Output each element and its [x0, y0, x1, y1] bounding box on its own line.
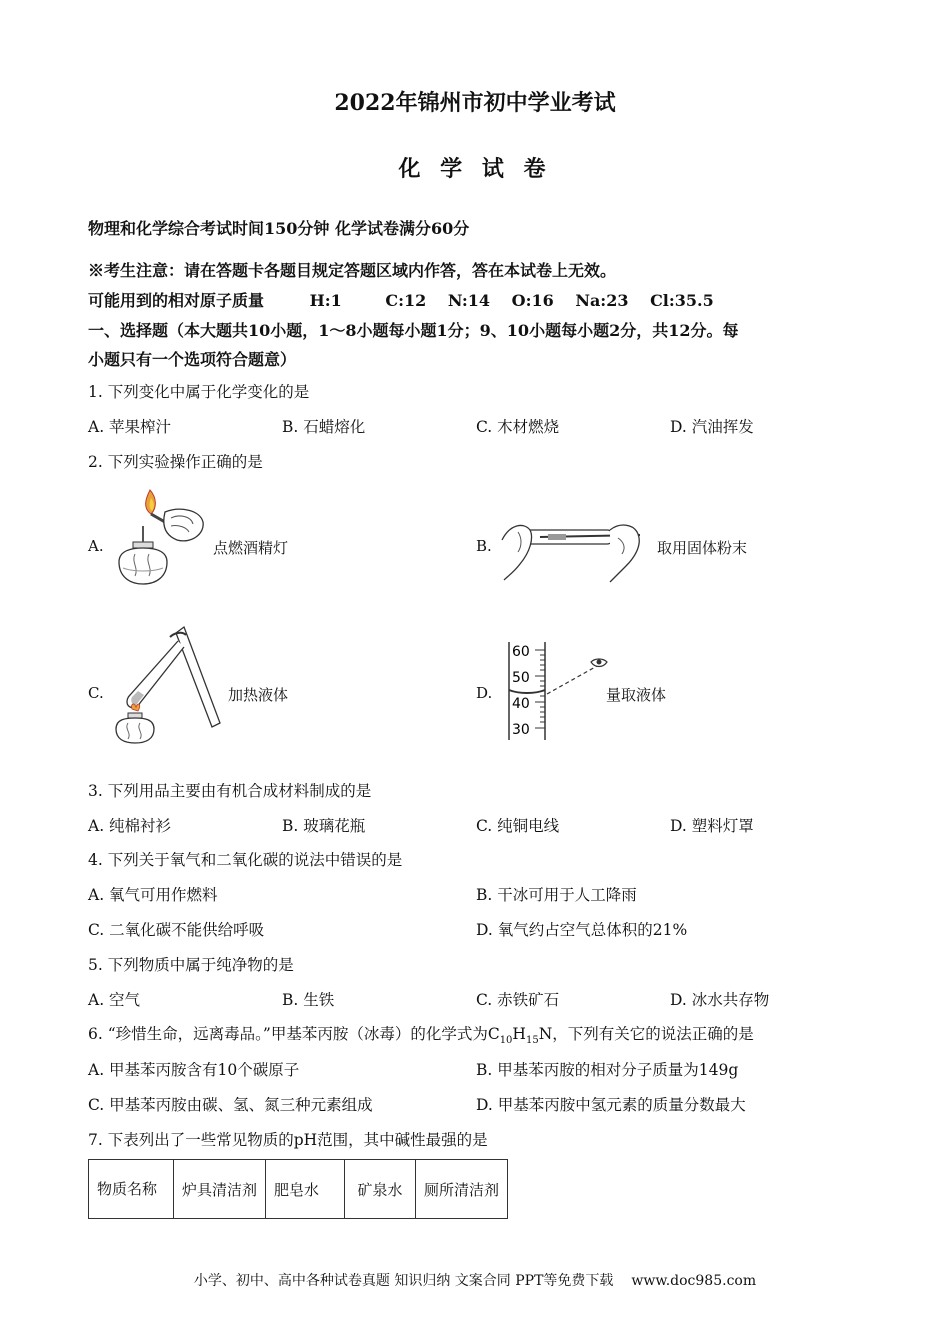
atomic-mass-label: 可能用到的相对原子质量: [88, 291, 265, 310]
exam-time-info: 物理和化学综合考试时间150分钟 化学试卷满分60分: [88, 219, 470, 238]
section1-heading-line2: 小题只有一个选项符合题意）: [88, 350, 297, 369]
q6-stem-suffix: N，下列有关它的说法正确的是: [538, 1025, 754, 1043]
q3-stem: 3. 下列用品主要由有机合成材料制成的是: [88, 782, 372, 800]
q3-option-a: A. 纯棉衬衫: [88, 817, 172, 835]
q6-stem: [88, 1022, 754, 1046]
q5-option-c: C. 赤铁矿石: [476, 991, 560, 1009]
exam-notice: ※考生注意：请在答题卡各题目规定答题区域内作答，答在本试卷上无效。: [88, 261, 617, 280]
cylinder-tick-60: 60: [512, 644, 530, 660]
cylinder-tick-50: 50: [512, 670, 530, 686]
page-footer: [0, 1270, 950, 1290]
q4-option-a: A. 氧气可用作燃料: [88, 886, 218, 904]
q1-option-b: B. 石蜡熔化: [282, 418, 366, 436]
q5-option-a: A. 空气: [88, 991, 141, 1009]
ph-col-oven-cleaner: 炉具清洁剂: [174, 1160, 266, 1219]
q1-stem: 1. 下列变化中属于化学变化的是: [88, 383, 310, 401]
q2-option-a-letter: A.: [88, 537, 104, 555]
atomic-mass-na: Na:23: [575, 291, 629, 310]
q2-option-b-letter: B.: [476, 537, 492, 555]
q6-sub-hydrogen: 15: [525, 1035, 539, 1047]
q2-option-a-label: 点燃酒精灯: [213, 539, 289, 557]
ph-table: [88, 1159, 508, 1219]
q1-option-d: D. 汽油挥发: [670, 418, 754, 436]
cylinder-tick-30: 30: [512, 722, 530, 738]
q4-option-b: B. 干冰可用于人工降雨: [476, 886, 637, 904]
q2-option-b-label: 取用固体粉末: [657, 539, 748, 557]
ph-col-soap-water: 肥皂水: [266, 1160, 345, 1219]
q2-stem: 2. 下列实验操作正确的是: [88, 453, 263, 471]
section1-heading-line1: 一、选择题（本大题共10小题，1～8小题每小题1分；9、10小题每小题2分，共12分。每: [88, 321, 739, 340]
q6-hydrogen: H: [512, 1025, 526, 1043]
ph-col-toilet-cleaner: 厕所清洁剂: [416, 1160, 508, 1219]
heating-liquid-figure: [108, 625, 228, 745]
q2-option-d-label: 量取液体: [606, 686, 667, 704]
atomic-mass-c: C:12: [385, 291, 427, 310]
q4-option-d: D. 氧气约占空气总体积的21%: [476, 921, 688, 939]
graduated-cylinder-figure: [505, 638, 615, 742]
q3-option-d: D. 塑料灯罩: [670, 817, 754, 835]
q3-option-b: B. 玻璃花瓶: [282, 817, 366, 835]
q6-option-c: C. 甲基苯丙胺由碳、氢、氮三种元素组成: [88, 1096, 373, 1114]
alcohol-lamp-figure: [105, 484, 210, 594]
ph-col-mineral-water: 矿泉水: [345, 1160, 416, 1219]
q4-option-c: C. 二氧化碳不能供给呼吸: [88, 921, 265, 939]
atomic-mass-line: [88, 288, 714, 311]
q2-option-d-letter: D.: [476, 684, 493, 702]
q3-option-c: C. 纯铜电线: [476, 817, 560, 835]
cylinder-tick-40: 40: [512, 696, 530, 712]
q7-stem: 7. 下表列出了一些常见物质的pH范围，其中碱性最强的是: [88, 1131, 488, 1149]
atomic-mass-o: O:16: [511, 291, 554, 310]
atomic-mass-h: H:1: [309, 291, 342, 310]
q6-sub-carbon: 10: [499, 1035, 513, 1047]
q5-option-d: D. 冰水共存物: [670, 991, 770, 1009]
q2-option-c-letter: C.: [88, 684, 104, 702]
ph-table-header: 物质名称: [89, 1160, 174, 1219]
q5-stem: 5. 下列物质中属于纯净物的是: [88, 956, 294, 974]
test-tube-powder-figure: [500, 508, 650, 588]
q6-option-b: B. 甲基苯丙胺的相对分子质量为149g: [476, 1061, 739, 1079]
footer-text: 小学、初中、高中各种试卷真题 知识归纳 文案合同 PPT等免费下载: [193, 1273, 614, 1289]
exam-subtitle: 化 学 试 卷: [398, 156, 552, 182]
q6-stem-prefix: 6. “珍惜生命，远离毒品。”甲基苯丙胺（冰毒）的化学式为C: [88, 1025, 500, 1043]
q1-option-a: A. 苹果榨汁: [88, 418, 172, 436]
footer-url: www.doc985.com: [631, 1273, 757, 1289]
q2-option-c-label: 加热液体: [228, 686, 289, 704]
q4-stem: 4. 下列关于氧气和二氧化碳的说法中错误的是: [88, 851, 403, 869]
table-row: [89, 1160, 508, 1219]
q1-option-c: C. 木材燃烧: [476, 418, 560, 436]
exam-title: 2022年锦州市初中学业考试: [334, 90, 616, 116]
q5-option-b: B. 生铁: [282, 991, 335, 1009]
q6-option-d: D. 甲基苯丙胺中氢元素的质量分数最大: [476, 1096, 746, 1114]
atomic-mass-n: N:14: [447, 291, 491, 310]
q6-option-a: A. 甲基苯丙胺含有10个碳原子: [88, 1061, 300, 1079]
atomic-mass-cl: Cl:35.5: [650, 291, 714, 310]
